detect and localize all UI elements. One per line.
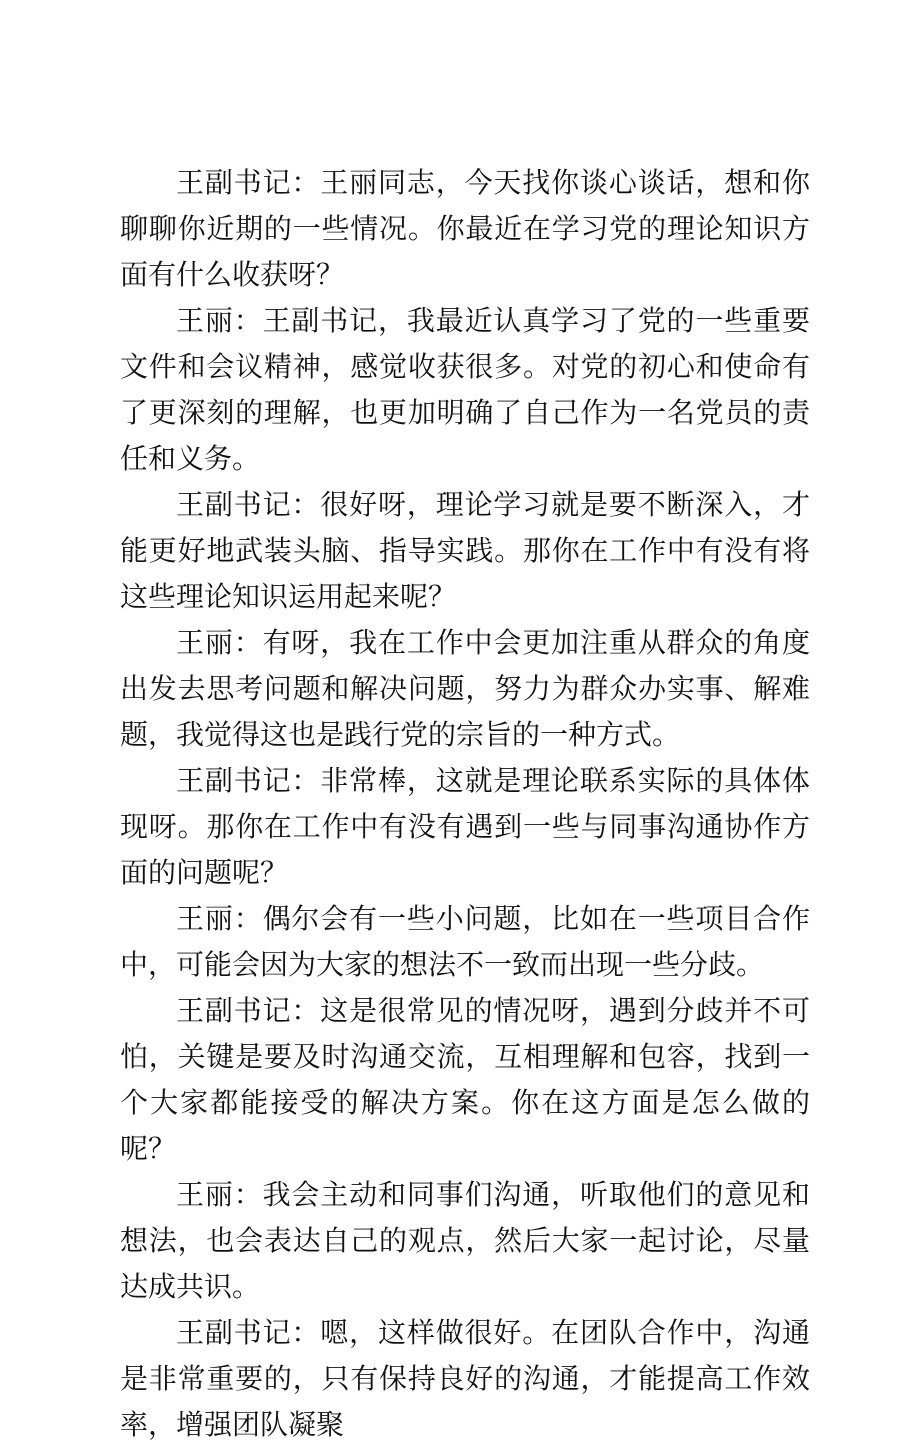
paragraph: 王丽：王副书记，我最近认真学习了党的一些重要文件和会议精神，感觉收获很多。对党的初心和使命有了更深刻的理解，也更加明确了自己作为一名党员的责任和义务。 bbox=[120, 304, 810, 475]
paragraph: 王副书记：这是很常见的情况呀，遇到分歧并不可怕，关键是要及时沟通交流，互相理解和包容，找到一个大家都能接受的解决方案。你在这方面是怎么做的呢？ bbox=[120, 994, 810, 1165]
paragraph: 王副书记：王丽同志，今天找你谈心谈话，想和你聊聊你近期的一些情况。你最近在学习党的理论知识方面有什么收获呀？ bbox=[120, 166, 810, 291]
paragraph: 王丽：偶尔会有一些小问题，比如在一些项目合作中，可能会因为大家的想法不一致而出现一些分歧。 bbox=[120, 902, 810, 981]
paragraph: 王副书记：非常棒，这就是理论联系实际的具体体现呀。那你在工作中有没有遇到一些与同事沟通协作方面的问题呢？ bbox=[120, 764, 810, 889]
paragraph: 王副书记：很好呀，理论学习就是要不断深入，才能更好地武装头脑、指导实践。那你在工作中有没有将这些理论知识运用起来呢？ bbox=[120, 488, 810, 613]
document-body bbox=[120, 160, 810, 1448]
paragraph: 王副书记：嗯，这样做很好。在团队合作中，沟通是非常重要的，只有保持良好的沟通，才能提高工作效率，增强团队凝聚 bbox=[120, 1316, 810, 1441]
paragraph: 王丽：有呀，我在工作中会更加注重从群众的角度出发去思考问题和解决问题，努力为群众办实事、解难题，我觉得这也是践行党的宗旨的一种方式。 bbox=[120, 626, 810, 751]
paragraph: 王丽：我会主动和同事们沟通，听取他们的意见和想法，也会表达自己的观点，然后大家一起讨论，尽量达成共识。 bbox=[120, 1178, 810, 1303]
